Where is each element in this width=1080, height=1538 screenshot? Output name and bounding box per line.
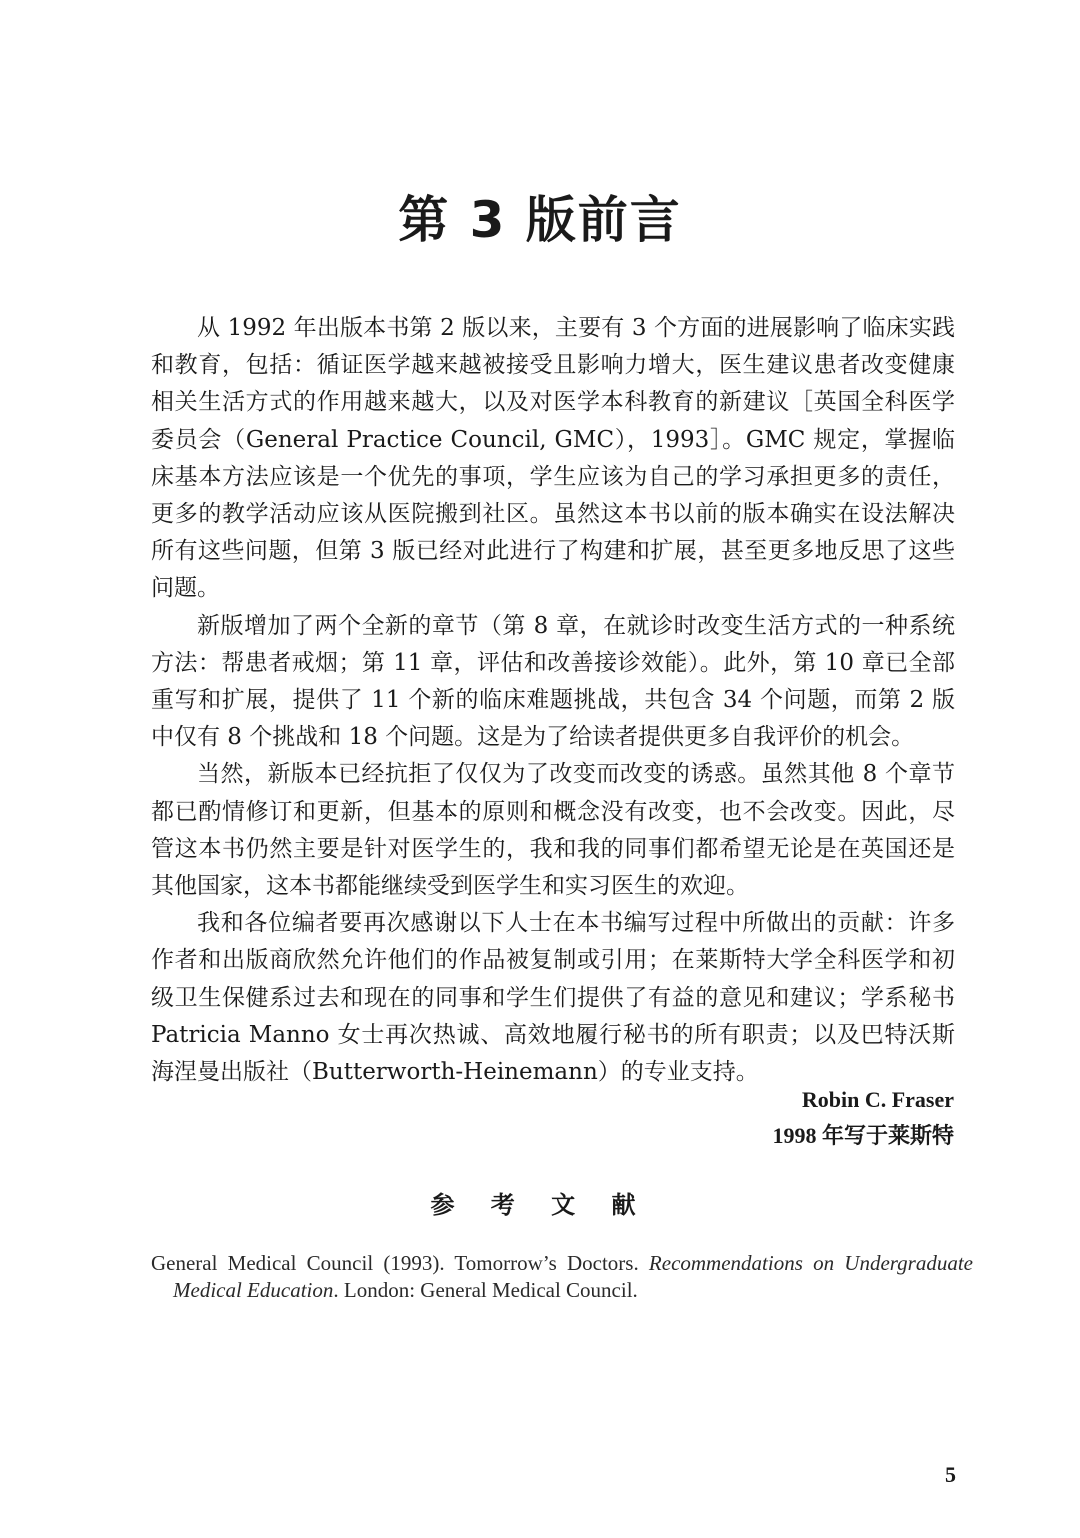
reference-publisher: . London: General Medical Council.	[333, 1278, 638, 1302]
paragraph: 从 1992 年出版本书第 2 版以来，主要有 3 个方面的进展影响了临床实践和教育，包括：循证医学越来越被接受且影响力增大，医生建议患者改变健康相关生活方式的作用越来越大，以及对医学本科教育的新建议［英国全科医学委员会（General Practice Council, GMC），1993］。GMC 规定，掌握临床基本方法应该是一个优先的事项，学生应该为自己的学习承担更多的责任，更多的教学活动应该从医院搬到社区。虽然这本书以前的版本确实在设法解决所有这些问题，但第 3 版已经对此进行了构建和扩展，甚至更多地反思了这些问题。	[151, 315, 955, 602]
signature-date-place: 1998 年写于莱斯特	[772, 1123, 954, 1148]
author-name: Robin C. Fraser	[801, 1087, 954, 1112]
page-title: 第 3 版前言	[398, 191, 682, 249]
reference-text: General Medical Council (1993). Tomorrow’s Doctors.	[151, 1251, 649, 1275]
paragraph: 新版增加了两个全新的章节（第 8 章，在就诊时改变生活方式的一种系统方法：帮患者戒烟；第 11 章，评估和改善接诊效能）。此外，第 10 章已全部重写和扩展，提供了 11 个新的临床难题挑战，共包含 34 个问题，而第 2 版中仅有 8 个挑战和 18 个问题。这是为了给读者提供更多自我评价的机会。	[151, 612, 955, 751]
page-number: 5	[945, 1462, 956, 1487]
preface-body	[151, 310, 955, 1091]
reference-entry	[151, 1250, 973, 1304]
references-heading: 参 考 文 献	[430, 1191, 650, 1219]
paragraph: 当然，新版本已经抗拒了仅仅为了改变而改变的诱惑。虽然其他 8 个章节都已酌情修订和更新，但基本的原则和概念没有改变，也不会改变。因此，尽管这本书仍然主要是针对医学生的，我和我的同事们都希望无论是在英国还是其他国家，这本书都能继续受到医学生和实习医生的欢迎。	[151, 761, 955, 900]
signature-block	[772, 1082, 954, 1154]
reference-italic-title: Recommendations on Undergraduate Medical Education	[173, 1251, 973, 1302]
paragraph: 我和各位编者要再次感谢以下人士在本书编写过程中所做出的贡献：许多作者和出版商欣然允许他们的作品被复制或引用；在莱斯特大学全科医学和初级卫生保健系过去和现在的同事和学生们提供了有益的意见和建议；学系秘书 Patricia Manno 女士再次热诚、高效地履行秘书的所有职责；以及巴特沃斯海涅曼出版社（Butterworth-Heinemann）的专业支持。	[151, 910, 955, 1086]
